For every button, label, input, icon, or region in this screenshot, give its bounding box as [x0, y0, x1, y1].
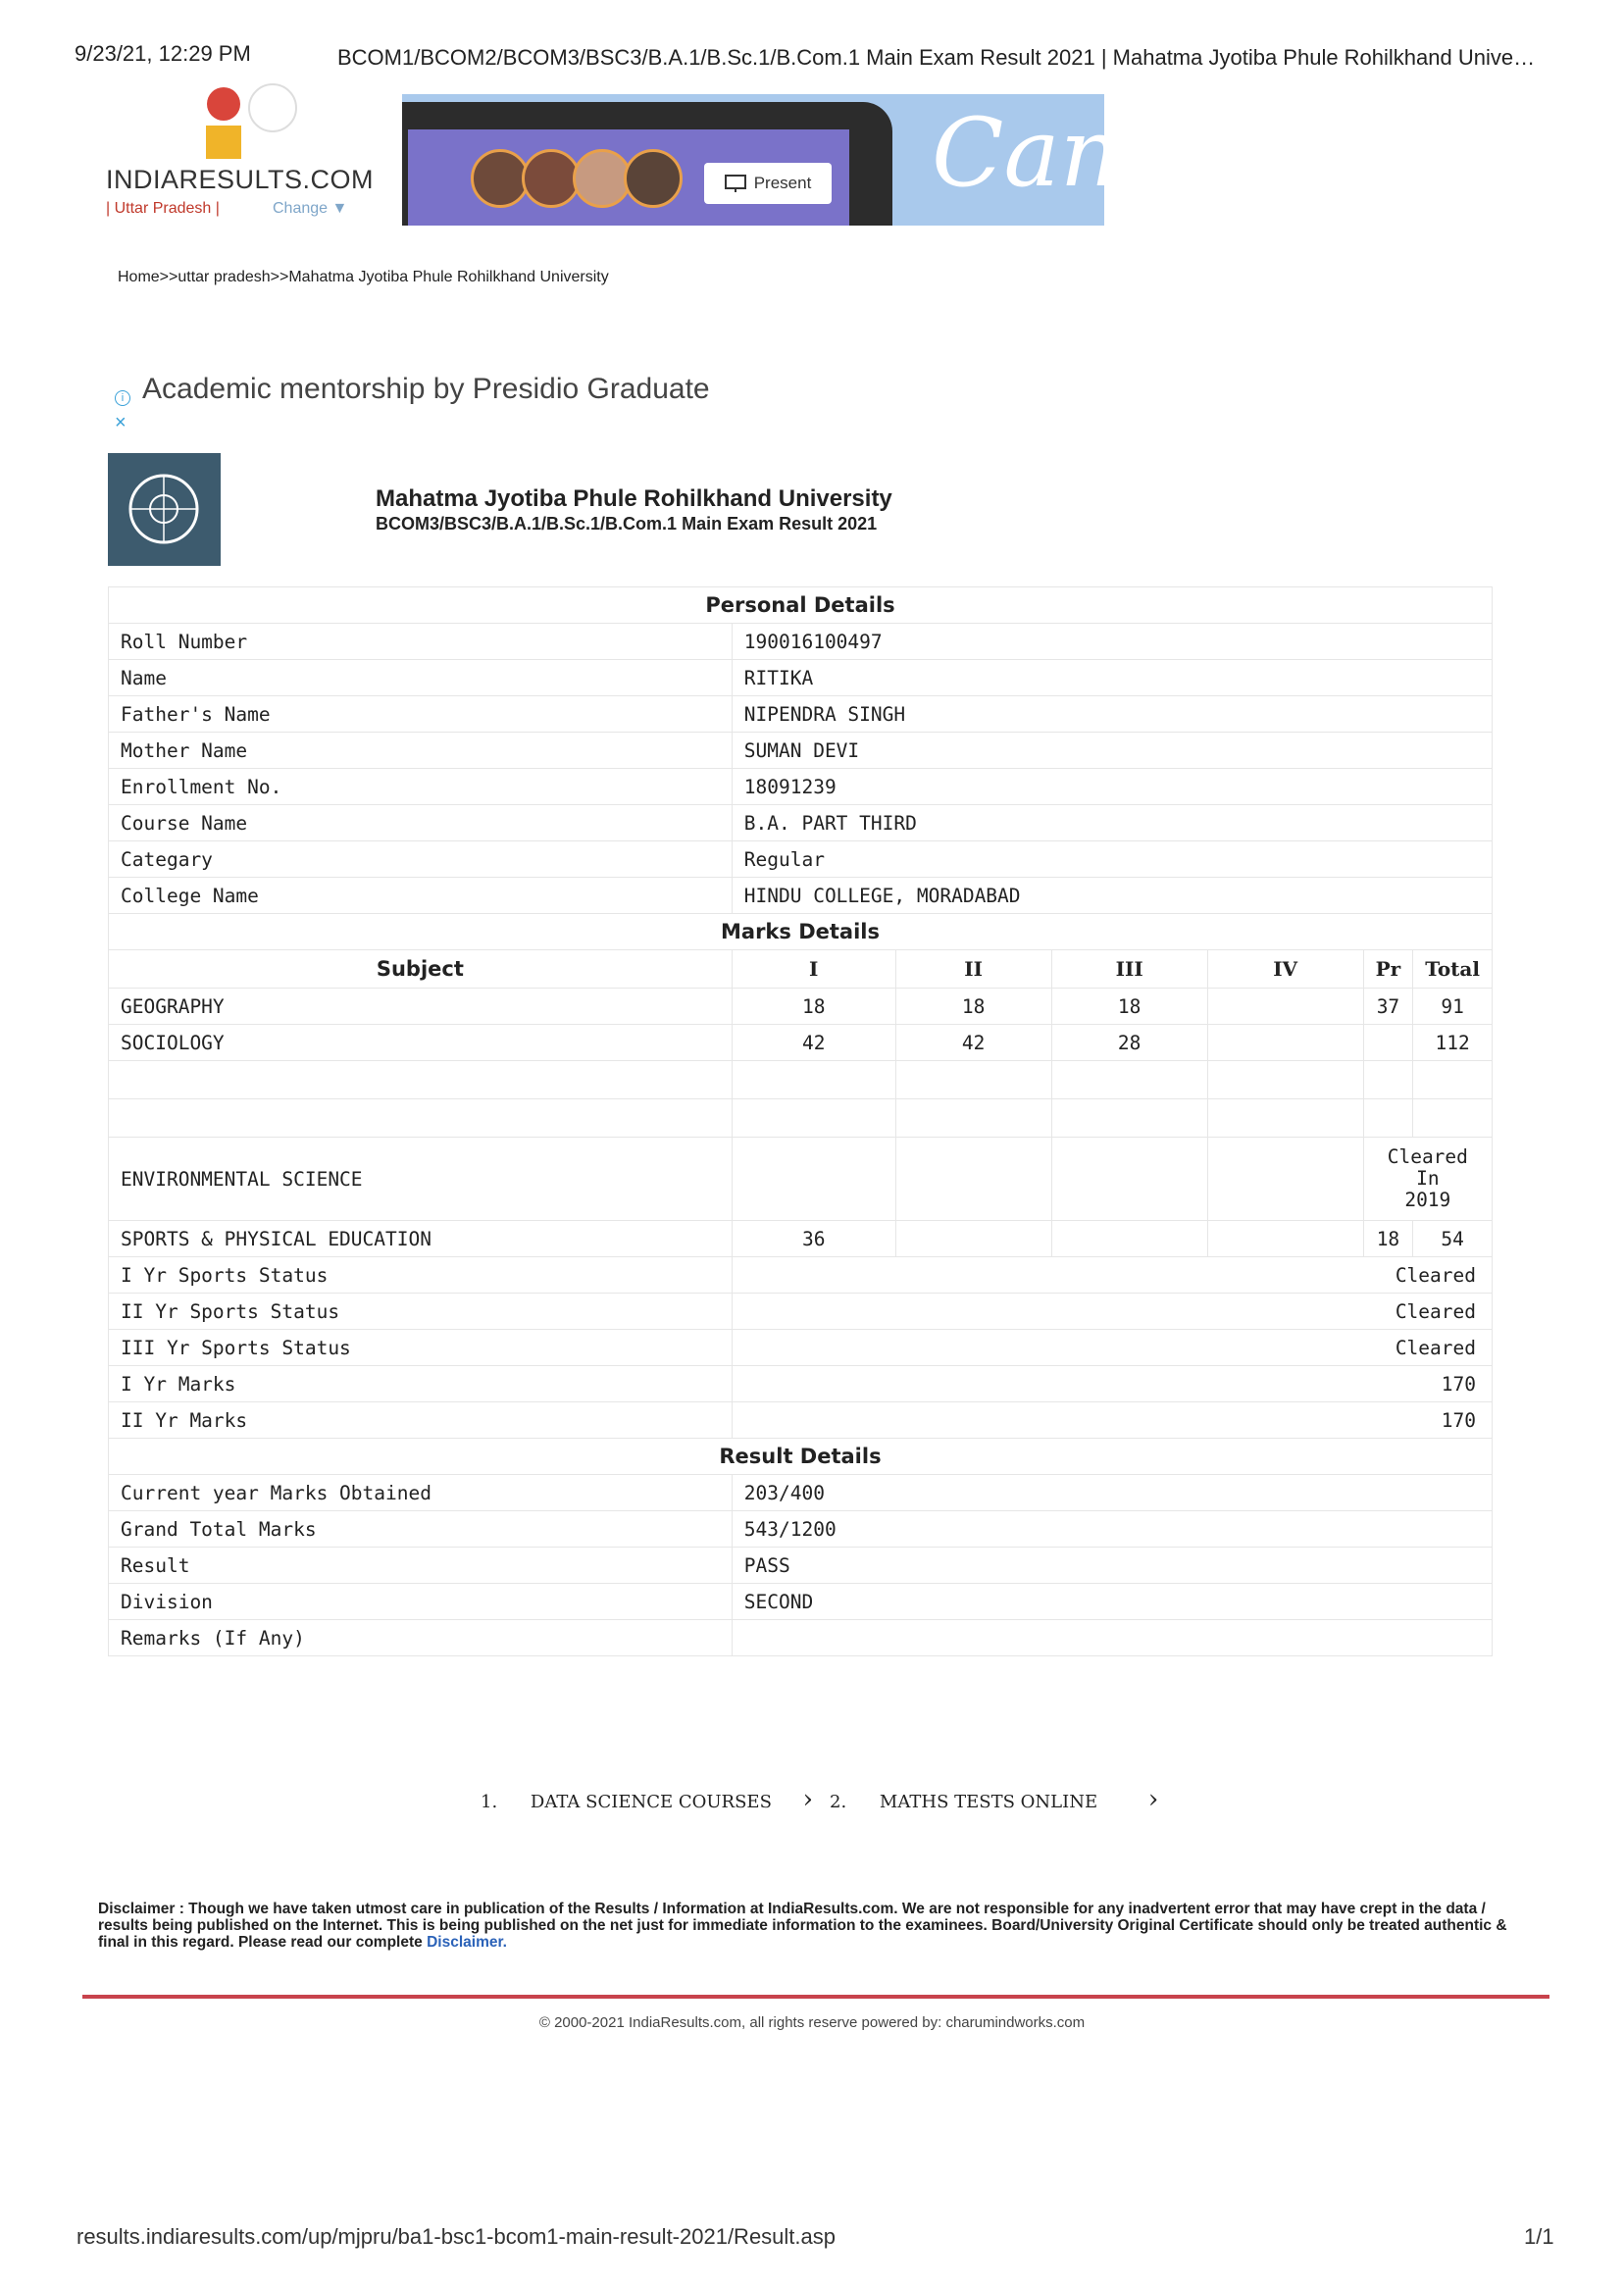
- table-row: [109, 1330, 1493, 1366]
- detail-label: Father's Name: [109, 696, 733, 733]
- disclaimer-link[interactable]: Disclaimer.: [427, 1934, 507, 1951]
- table-row: [109, 1366, 1493, 1402]
- table-row: [109, 1475, 1493, 1511]
- print-page-number: 1/1: [1524, 2224, 1554, 2249]
- table-row: [109, 878, 1493, 914]
- total-cell: 91: [1413, 989, 1493, 1025]
- env-status-line: 2019: [1404, 1189, 1451, 1211]
- roll-number: 190016100497: [732, 624, 1492, 660]
- result-status: PASS: [732, 1548, 1492, 1584]
- result-label: Result: [109, 1548, 733, 1584]
- table-row: [109, 841, 1493, 878]
- detail-label: Categary: [109, 841, 733, 878]
- summary-label: II Yr Marks: [109, 1402, 733, 1439]
- mark-cell: 42: [732, 1025, 895, 1061]
- summary-value: Cleared: [732, 1330, 1492, 1366]
- banner-ad[interactable]: [402, 94, 1174, 226]
- link-number: 1.: [481, 1792, 498, 1812]
- env-status-line: In: [1416, 1167, 1440, 1190]
- university-name: Mahatma Jyotiba Phule Rohilkhand University: [376, 485, 892, 512]
- subject-name: SOCIOLOGY: [109, 1025, 733, 1061]
- summary-label: II Yr Sports Status: [109, 1294, 733, 1330]
- category: Regular: [732, 841, 1492, 878]
- result-label: Grand Total Marks: [109, 1511, 733, 1548]
- table-row: [109, 1138, 1493, 1221]
- table-row: [109, 1294, 1493, 1330]
- col-total: Total: [1413, 950, 1493, 989]
- exam-title: BCOM3/BSC3/B.A.1/B.Sc.1/B.Com.1 Main Exam Result 2021: [376, 514, 878, 533]
- link-label: MATHS TESTS ONLINE: [879, 1792, 1098, 1812]
- current-year-marks: 203/400: [732, 1475, 1492, 1511]
- summary-label: III Yr Sports Status: [109, 1330, 733, 1366]
- env-status-line: Cleared: [1387, 1145, 1468, 1168]
- marks-details-heading: Marks Details: [109, 914, 1493, 950]
- ad-headline[interactable]: Academic mentorship by Presidio Graduate: [142, 373, 710, 405]
- grand-total-marks: 543/1200: [732, 1511, 1492, 1548]
- table-row: [109, 624, 1493, 660]
- table-row: [109, 989, 1493, 1025]
- print-datetime: 9/23/21, 12:29 PM: [75, 41, 251, 66]
- chevron-right-icon: ›: [802, 1785, 814, 1814]
- detail-label: College Name: [109, 878, 733, 914]
- disclaimer-text: Disclaimer : Though we have taken utmost care in publication of the Results / Information at IndiaResults.com. We are not responsible for any inadvertent error that may have crept in the data / results being published on the Internet. This is being published on the net just for immediate information to the examinees. Board/University Original Certificate should only be treated authentic & final in this regard. Please read our complete: [98, 1901, 1507, 1951]
- mark-cell: 36: [732, 1221, 895, 1257]
- site-logo[interactable]: [106, 82, 375, 229]
- mark-cell: 37: [1363, 989, 1413, 1025]
- link-number: 2.: [830, 1792, 847, 1812]
- division: SECOND: [732, 1584, 1492, 1620]
- remarks: [732, 1620, 1492, 1656]
- avatar: [624, 149, 683, 208]
- avatar: [573, 149, 632, 208]
- father-name: NIPENDRA SINGH: [732, 696, 1492, 733]
- total-cell: 112: [1413, 1025, 1493, 1061]
- col-subject: Subject: [109, 950, 733, 989]
- enrollment-number: 18091239: [732, 769, 1492, 805]
- table-row: [109, 1511, 1493, 1548]
- subject-name: GEOGRAPHY: [109, 989, 733, 1025]
- table-row: [109, 1099, 1493, 1138]
- result-table: [108, 586, 1493, 1656]
- result-label: Current year Marks Obtained: [109, 1475, 733, 1511]
- logo-text: INDIARESULTS.COM: [106, 165, 375, 194]
- subject-name: SPORTS & PHYSICAL EDUCATION: [109, 1221, 733, 1257]
- print-url: results.indiaresults.com/up/mjpru/ba1-bsc1-bcom1-main-result-2021/Result.asp: [76, 2224, 836, 2249]
- table-row: [109, 733, 1493, 769]
- present-label: Present: [753, 174, 812, 192]
- ad-close-icon[interactable]: ×: [115, 412, 127, 433]
- summary-label: I Yr Sports Status: [109, 1257, 733, 1294]
- mother-name: SUMAN DEVI: [732, 733, 1492, 769]
- mark-cell: [1207, 1025, 1363, 1061]
- avatar: [522, 149, 581, 208]
- table-row: [109, 1025, 1493, 1061]
- ad-info-icon[interactable]: i: [115, 390, 130, 406]
- chevron-right-icon: ›: [1147, 1785, 1159, 1814]
- col-paper-3: III: [1051, 950, 1207, 989]
- college-name: HINDU COLLEGE, MORADABAD: [732, 878, 1492, 914]
- personal-details-heading: Personal Details: [109, 587, 1493, 624]
- student-name: RITIKA: [732, 660, 1492, 696]
- mark-cell: 18: [895, 989, 1051, 1025]
- link-label: DATA SCIENCE COURSES: [530, 1792, 772, 1812]
- table-row: [109, 769, 1493, 805]
- present-button[interactable]: [704, 163, 832, 204]
- summary-value: 170: [732, 1366, 1492, 1402]
- logo-figure-icon: [200, 82, 298, 167]
- university-emblem-icon: [108, 453, 221, 566]
- change-region-link[interactable]: Change ▼: [273, 200, 348, 217]
- summary-value: 170: [732, 1402, 1492, 1439]
- table-row: [109, 1548, 1493, 1584]
- mark-cell: 42: [895, 1025, 1051, 1061]
- detail-label: Roll Number: [109, 624, 733, 660]
- table-row: [109, 696, 1493, 733]
- print-title: BCOM1/BCOM2/BCOM3/BSC3/B.A.1/B.Sc.1/B.Com.1 Main Exam Result 2021 | Mahatma Jyotiba Phule Rohilkhand Unive…: [337, 45, 1536, 70]
- region-label: | Uttar Pradesh |: [106, 200, 220, 217]
- result-label: Division: [109, 1584, 733, 1620]
- table-row: [109, 805, 1493, 841]
- table-row: [109, 1402, 1493, 1439]
- mark-cell: 18: [732, 989, 895, 1025]
- detail-label: Mother Name: [109, 733, 733, 769]
- env-status: [1363, 1138, 1492, 1221]
- result-label: Remarks (If Any): [109, 1620, 733, 1656]
- course-name: B.A. PART THIRD: [732, 805, 1492, 841]
- table-row: [109, 1257, 1493, 1294]
- col-paper-2: II: [895, 950, 1051, 989]
- summary-value: Cleared: [732, 1257, 1492, 1294]
- table-row: [109, 1061, 1493, 1099]
- result-details-heading: Result Details: [109, 1439, 1493, 1475]
- detail-label: Enrollment No.: [109, 769, 733, 805]
- mark-cell: [1207, 989, 1363, 1025]
- present-icon: [725, 174, 746, 193]
- canva-brand: Canv: [932, 98, 1174, 208]
- footer-divider: [82, 1995, 1549, 1999]
- university-logo: [108, 453, 221, 566]
- copyright: © 2000-2021 IndiaResults.com, all rights reserve powered by: charumindworks.com: [538, 2014, 1086, 2031]
- col-paper-1: I: [732, 950, 895, 989]
- table-row: [109, 660, 1493, 696]
- col-practical: Pr: [1363, 950, 1413, 989]
- disclaimer: [98, 1901, 1510, 1951]
- summary-label: I Yr Marks: [109, 1366, 733, 1402]
- breadcrumb[interactable]: Home>>uttar pradesh>>Mahatma Jyotiba Phule Rohilkhand University: [118, 269, 609, 285]
- summary-value: Cleared: [732, 1294, 1492, 1330]
- avatar: [471, 149, 530, 208]
- link-1[interactable]: [481, 1785, 813, 1814]
- subject-name: ENVIRONMENTAL SCIENCE: [109, 1138, 733, 1221]
- col-paper-4: IV: [1207, 950, 1363, 989]
- mark-cell: [1363, 1025, 1413, 1061]
- table-row: [109, 1620, 1493, 1656]
- total-cell: 54: [1413, 1221, 1493, 1257]
- table-row: [109, 1221, 1493, 1257]
- detail-label: Name: [109, 660, 733, 696]
- link-2[interactable]: [830, 1785, 1158, 1814]
- detail-label: Course Name: [109, 805, 733, 841]
- mark-cell: 28: [1051, 1025, 1207, 1061]
- table-row: [109, 1584, 1493, 1620]
- mark-cell: 18: [1051, 989, 1207, 1025]
- marks-header-row: [109, 950, 1493, 989]
- mark-cell: 18: [1363, 1221, 1413, 1257]
